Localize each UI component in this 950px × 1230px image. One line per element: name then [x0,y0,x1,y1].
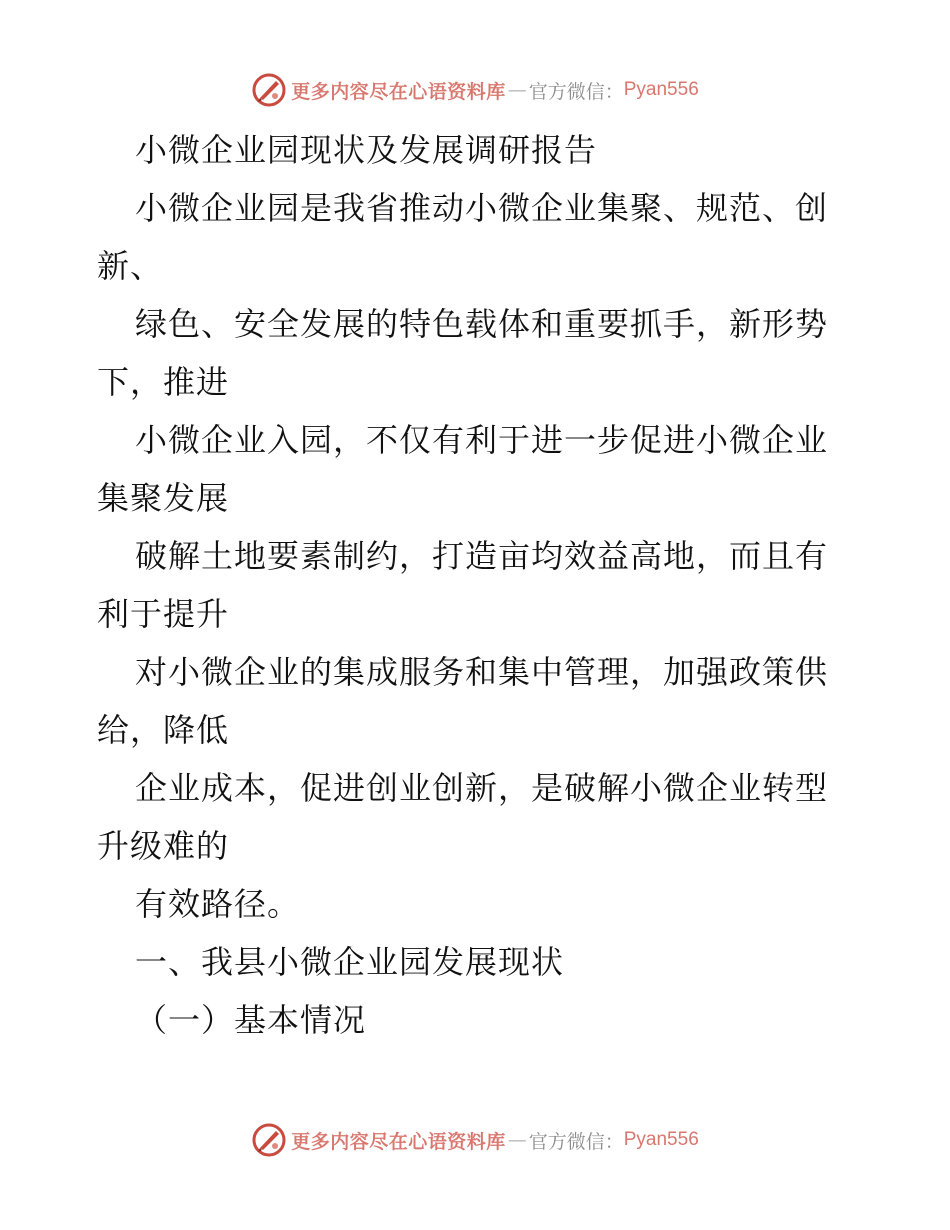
paragraph-line: 利于提升 [97,595,230,633]
paragraph-line: 集聚发展 [97,479,230,517]
banner-dash: — [507,79,527,101]
banner-wechat-id: Pyan556 [623,79,699,100]
header-banner [0,70,950,110]
banner-wechat-label: 官方微信： [528,80,624,103]
paragraph-line: 新、 [97,247,164,285]
paragraph-line: 有效路径。 [135,885,301,923]
paragraph-line: 破解土地要素制约，打造亩均效益高地，而且有 [135,537,829,575]
paragraph-line: 绿色、安全发展的特色载体和重要抓手，新形势 [135,305,829,343]
document-title: 小微企业园现状及发展调研报告 [135,131,598,169]
paragraph-line: 给，降低 [97,711,230,749]
paragraph-line: 企业成本，促进创业创新，是破解小微企业转型 [135,769,829,807]
subsection-heading: （一）基本情况 [135,1001,367,1039]
paragraph-line: 对小微企业的集成服务和集中管理，加强政策供 [135,653,829,691]
paragraph-line: 升级难的 [97,827,230,865]
paragraph-line: 下，推进 [97,363,230,401]
banner-dash: — [507,1129,527,1151]
footer-banner [0,1120,950,1160]
section-heading: 一、我县小微企业园发展现状 [135,943,565,981]
paragraph-line: 小微企业园是我省推动小微企业集聚、规范、创 [135,189,829,227]
banner-main-text: 更多内容尽在心语资料库 [291,1130,506,1153]
banner-wechat-id: Pyan556 [623,1129,699,1150]
banner-wechat-label: 官方微信： [528,1130,624,1153]
quill-pen-logo-icon [251,1122,287,1158]
paragraph-line: 小微企业入园，不仅有利于进一步促进小微企业 [135,421,829,459]
quill-pen-logo-icon [251,72,287,108]
banner-main-text: 更多内容尽在心语资料库 [291,80,506,103]
